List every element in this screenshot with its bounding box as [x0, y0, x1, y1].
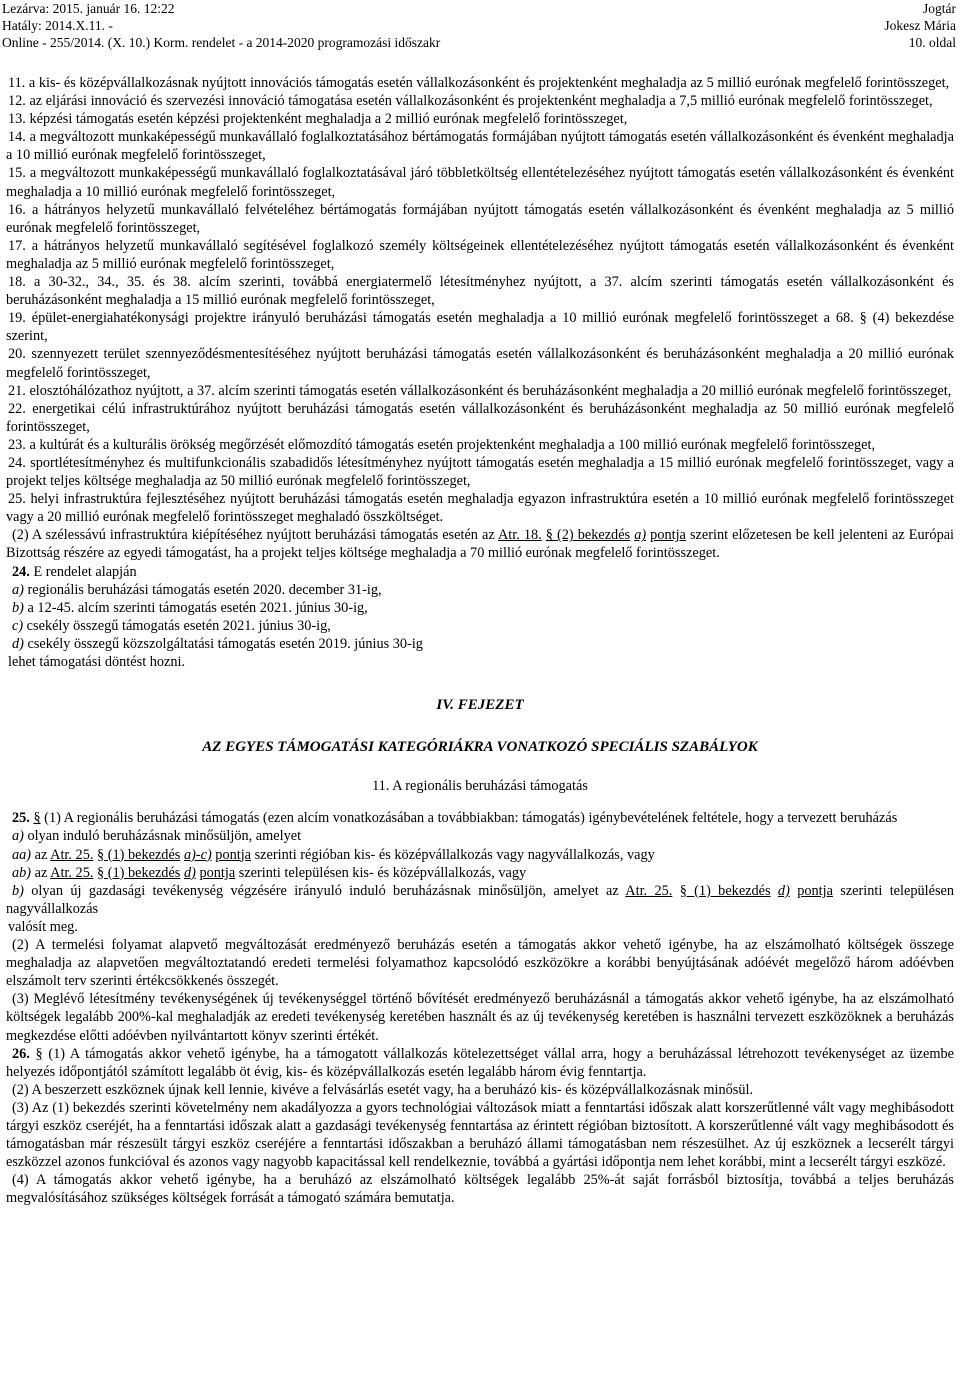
- header-right: [884, 0, 956, 51]
- document-body: [6, 74, 954, 1207]
- list-item: 21. elosztóhálózathoz nyújtott, a 37. alcím szerinti támogatás esetén vállalkozásonként és beruházásonként meghaladja a 20 millió eurónak megfelelő forintösszeget,: [8, 382, 952, 399]
- list-item: 13. képzési támogatás esetén képzési projektenként meghaladja a 2 millió eurónak megfelelő forintösszeget,: [8, 111, 628, 128]
- paragraph: (3) Meglévő létesítmény tevékenységének új tevékenységgel történő bővítését eredményező beruházásnál a támogatás akkor vehető igénybe, ha az elszámolható költségek legalább 200%-kal meghaladják az eredeti tevékenység keretében használt és az új tevékenység keretében is használni tervezett eszközöknek a beruházás megkezdése előtti adóévben nyilvántartott könyv szerinti értékét.: [6, 991, 954, 1044]
- list-item: d) csekély összegű közszolgáltatási támogatás esetén 2019. június 30-ig: [12, 635, 423, 652]
- list-item: a) regionális beruházási támogatás esetén 2020. december 31-ig,: [12, 581, 382, 598]
- effect-date: Hatály: 2014.X.11. -: [2, 18, 113, 33]
- section-number: 24.: [12, 563, 30, 580]
- list-item: a) olyan induló beruházásnak minősüljön, amelyet: [12, 828, 302, 845]
- reference-link[interactable]: § (1) bekezdés: [97, 864, 181, 881]
- reference-link[interactable]: d): [777, 882, 790, 899]
- list-item: 12. az eljárási innováció és szervezési innováció támogatása esetén vállalkozásonként és projektenként meghaladja a 7,5 millió eurónak megfelelő forintösszeget,: [8, 93, 933, 110]
- reference-link[interactable]: d): [183, 864, 196, 881]
- list-item: 25. helyi infrastruktúra fejlesztéséhez nyújtott beruházási támogatás esetén meghaladja egyazon infrastruktúra esetén a 10 millió eurónak megfelelő forintösszeget vagy a 20 millió eurónak megfelelő forintösszeget meghaladó összköltséget.: [6, 491, 954, 526]
- reference-link[interactable]: pontja: [797, 882, 833, 899]
- list-item: b) olyan új gazdasági tevékenység végzésére irányuló induló beruházásnak minősüljön, amelyet az Atr. 25. § (1) bekezdés d) pontja szerinti településen nagyvállalkozás: [6, 882, 955, 917]
- section-26: 26. § (1) A támogatás akkor vehető igénybe, ha a támogatott vállalkozás kötelezettséget vállal arra, hogy a beruházással létrehozott tevékenységet az üzembe helyezés időpontjától számított legalább öt évig, kis- és középvállalkozás esetén legalább három évig fenntartja.: [6, 1045, 954, 1080]
- reference-link[interactable]: a)-c): [183, 846, 212, 863]
- list-item: 15. a megváltozott munkaképességű munkavállaló foglalkoztatásával járó többletköltség ellentételezéséhez nyújtott támogatás esetén vállalkozásonként és évenként meghaladja a 10 millió eurónak megfelelő forintösszeget,: [6, 165, 954, 200]
- section-24-end: lehet támogatási döntést hozni.: [8, 654, 186, 670]
- paragraph: (4) A támogatás akkor vehető igénybe, ha a beruházó az elszámolható költségek legalább 25%-át saját forrásból biztosítja, továbbá a teljes beruházás megvalósításához szükséges költségek forrását a támogató számára bemutatja.: [6, 1172, 954, 1207]
- subsection-title: 11. A regionális beruházási támogatás: [372, 778, 588, 795]
- list-item: 23. a kultúrát és a kulturális örökség megőrzését előmozdító támogatás esetén projektenként meghaladja a 100 millió eurónak megfelelő forintösszeget,: [8, 436, 876, 453]
- list-item: 19. épület-energiahatékonysági projektre irányuló beruházási támogatás esetén meghaladja a 10 millió eurónak megfelelő forintösszeget a 68. § (4) bekezdése szerint,: [6, 310, 954, 345]
- reference-link[interactable]: pontja: [199, 864, 236, 881]
- paragraph: (2) A termelési folyamat alapvető megváltozását eredményező beruházás esetén a támogatás akkor vehető igénybe, ha az elszámolható költségek összege meghaladja az alapvetően megváltoztatandó eredeti termelési folyamathoz kapcsolódó eszközökre a korábbi benyújtásának adóévét megelőző három adóévben elszámolt terv szerinti értékcsökkenés összegét.: [6, 937, 954, 990]
- list-item: 18. a 30-32., 34., 35. és 38. alcím szerinti, továbbá energiatermelő létesítményhez nyújtott, a 37. alcím szerinti támogatás esetén vállalkozásonként és beruházásonként meghaladja a 15 millió eurónak megfelelő forintösszeget,: [6, 274, 954, 309]
- reference-link[interactable]: pontja: [650, 527, 686, 544]
- chapter-title: AZ EGYES TÁMOGATÁSI KATEGÓRIÁKRA VONATKOZÓ SPECIÁLIS SZABÁLYOK: [202, 739, 758, 756]
- list-item: ab) az Atr. 25. § (1) bekezdés d) pontja szerinti településen kis- és középvállalkozás, vagy: [12, 864, 527, 881]
- page-header: [0, 0, 960, 60]
- section-sign-link[interactable]: §: [35, 1045, 43, 1062]
- section-number: 25.: [12, 810, 30, 827]
- reference-link[interactable]: § (1) bekezdés: [679, 882, 771, 899]
- paragraph: (2) A beszerzett eszköznek újnak kell lennie, kivéve a felvásárlás esetét vagy, ha a beruházó kis- és középvállalkozásnak minősül.: [12, 1081, 754, 1098]
- section-24: 24. E rendelet alapján: [12, 563, 137, 580]
- paragraph-2: (2) A szélessávú infrastruktúra kiépítéséhez nyújtott beruházási támogatás esetén az Atr. 18. § (2) bekezdés a) pontja szerint előzetesen be kell jelenteni az Európai Bizottság részére az egyedi támogatást, ha a projekt teljes költsége meghaladja a 70 millió eurónak megfelelő forintösszeget.: [6, 527, 955, 562]
- reference-link[interactable]: Atr. 18.: [497, 527, 542, 544]
- list-item: 17. a hátrányos helyzetű munkavállaló segítésével foglalkozó személy költségeinek ellentételezéséhez nyújtott támogatás esetén vállalkozásonként és évenként meghaladja az 5 millió eurónak megfelelő forintösszeget,: [6, 237, 954, 272]
- reference-link[interactable]: Atr. 25.: [50, 864, 94, 881]
- author: Jokesz Mária: [884, 18, 956, 33]
- reference-link[interactable]: § (2) bekezdés: [545, 527, 631, 544]
- reference-link[interactable]: Atr. 25.: [50, 846, 94, 863]
- section-sign-link[interactable]: §: [33, 810, 41, 827]
- page-number: 10. oldal: [908, 35, 956, 50]
- list-item: b) a 12-45. alcím szerinti támogatás esetén 2021. június 30-ig,: [12, 599, 368, 616]
- reference-link[interactable]: Atr. 25.: [625, 882, 673, 899]
- reference-link[interactable]: a): [634, 527, 647, 544]
- section-number: 26.: [12, 1045, 30, 1062]
- paragraph: (3) Az (1) bekezdés szerinti követelmény nem akadályozza a gyors technológiai változások miatt a fenntartási időszak alatt korszerűtlenné vált vagy meghibásodott tárgyi eszköz cseréjét, ha a fenntartási időszak alatt a gazdasági tevékenység fenntartása az érintett régióban biztosított. A korszerűtlenné vált vagy meghibásodott és támogatásban már részesült tárgyi eszköz cseréjére a fenntartási időszakban a beruházó állami támogatásban nem részesülhet. Az új eszköznek a lecserélt tárgyi eszközzel azonos funkcióval és azonos vagy nagyobb kapacitással kell rendelkeznie, továbbá a gyártási időpontja nem lehet korábbi, mint a lecserélt tárgyi eszközé.: [6, 1099, 954, 1171]
- closed-date: Lezárva: 2015. január 16. 12:22: [2, 1, 175, 16]
- publisher: Jogtár: [923, 1, 956, 16]
- list-item: 24. sportlétesítményhez és multifunkcionális szabadidős létesítményhez nyújtott támogatás esetén meghaladja a 15 millió eurónak megfelelő forintösszeget, vagy a projekt teljes költsége meghaladja az 50 millió eurónak megfelelő forintösszeget,: [6, 454, 954, 490]
- section-25-end: valósít meg.: [8, 918, 78, 935]
- list-item: 22. energetikai célú infrastruktúrához nyújtott beruházási támogatás esetén vállalkozásonként és beruházásonként meghaladja az 50 millió eurónak megfelelő forintösszeget,: [6, 400, 954, 435]
- list-item: 11. a kis- és középvállalkozásnak nyújtott innovációs támogatás esetén vállalkozásonként és projektenként meghaladja az 5 millió eurónak megfelelő forintösszeget,: [8, 75, 950, 91]
- list-item: c) csekély összegű támogatás esetén 2021. június 30-ig,: [12, 617, 331, 634]
- chapter-heading: IV. FEJEZET: [436, 697, 524, 714]
- section-25: 25. § (1) A regionális beruházási támogatás (ezen alcím vonatkozásában a továbbiakban: támogatás) igénybevételének feltétele, hogy a tervezett beruházás: [12, 810, 898, 827]
- reference-link[interactable]: pontja: [215, 846, 252, 863]
- list-item: 16. a hátrányos helyzetű munkavállaló felvételéhez bértámogatás formájában nyújtott támogatás esetén vállalkozásonként és évenként meghaladja az 5 millió eurónak megfelelő forintösszeget,: [6, 201, 954, 236]
- list-item: 20. szennyezett terület szennyeződésmentesítéséhez nyújtott beruházási támogatás esetén vállalkozásonként és beruházásonként meghaladja a 20 millió eurónak megfelelő forintösszeget,: [6, 346, 954, 381]
- header-left: [2, 0, 440, 51]
- reference-link[interactable]: § (1) bekezdés: [97, 846, 181, 863]
- document-source: Online - 255/2014. (X. 10.) Korm. rendelet - a 2014-2020 programozási időszakr: [2, 35, 441, 50]
- list-item: aa) az Atr. 25. § (1) bekezdés a)-c) pontja szerinti régióban kis- és középvállalkozás vagy nagyvállalkozás, vagy: [12, 846, 655, 863]
- list-item: 14. a megváltozott munkaképességű munkavállaló foglalkoztatásához bértámogatás formájában nyújtott támogatás esetén vállalkozásonként és évenként meghaladja a 10 millió eurónak megfelelő forintösszeget,: [6, 129, 954, 164]
